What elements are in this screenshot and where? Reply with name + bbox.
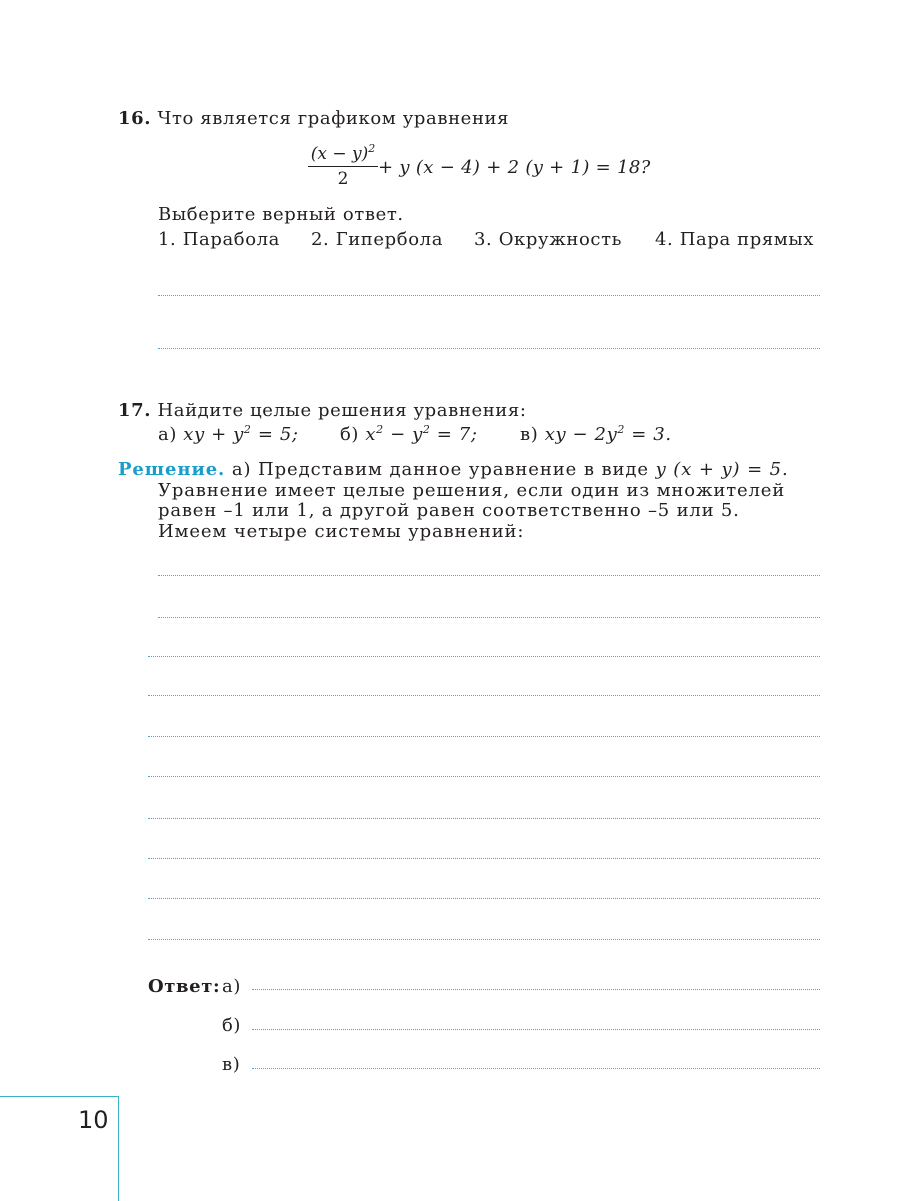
solution-line-2: Уравнение имеет целые решения, если один из множителей — [158, 480, 786, 501]
answer-line[interactable] — [148, 695, 820, 696]
answer-part-c-label: в) — [222, 1054, 241, 1075]
option-2: 2. Гипербола — [311, 229, 444, 250]
answer-line[interactable] — [148, 656, 820, 657]
fraction-denominator: 2 — [337, 169, 349, 189]
part-label: в) — [520, 424, 539, 445]
part-c — [520, 424, 672, 446]
problem-16-header — [118, 108, 509, 130]
option-1: 1. Парабола — [158, 229, 281, 250]
equation-rest: + y (x − 4) + 2 (y + 1) = 18? — [378, 157, 651, 178]
answer-line[interactable] — [158, 617, 820, 618]
equation-fraction — [308, 144, 378, 189]
part-label: б) — [340, 424, 360, 445]
answer-line[interactable] — [148, 736, 820, 737]
page-number: 10 — [78, 1106, 109, 1134]
answer-b-line[interactable] — [252, 1029, 820, 1030]
answer-line[interactable] — [148, 818, 820, 819]
part-equation: xy − $2y^2 = 3$. — [544, 423, 672, 445]
answer-line[interactable] — [158, 295, 820, 296]
answer-line[interactable] — [148, 939, 820, 940]
option-4: 4. Пара прямых — [655, 229, 815, 250]
answer-part-a-label: а) — [222, 976, 241, 997]
problem-question: Что является графиком уравнения — [157, 108, 510, 129]
fraction-numerator: $(x - y)^2$ — [310, 142, 376, 164]
solution-text: а) Представим данное уравнение в виде — [231, 459, 649, 480]
instruction: Выберите верный ответ. — [158, 204, 404, 225]
part-b — [340, 424, 478, 446]
problem-question: Найдите целые решения уравнения: — [157, 400, 527, 421]
solution-math: y (x + y) = 5. — [655, 459, 789, 480]
option-3: 3. Окружность — [474, 229, 623, 250]
answer-line[interactable] — [158, 348, 820, 349]
answer-line[interactable] — [148, 858, 820, 859]
answer-line[interactable] — [148, 898, 820, 899]
answer-line[interactable] — [148, 776, 820, 777]
problem-number: 16. — [118, 108, 152, 129]
part-equation: $x^2 - y^2 = 7$; — [365, 423, 478, 445]
solution-line-4: Имеем четыре системы уравнений: — [158, 521, 525, 542]
answer-line[interactable] — [158, 575, 820, 576]
part-equation: xy + $y^2 = 5$; — [183, 423, 299, 445]
part-label: а) — [158, 424, 177, 445]
answer-a-line[interactable] — [252, 989, 820, 990]
problem-17-header — [118, 400, 527, 422]
answer-part-b-label: б) — [222, 1015, 242, 1036]
problem-number: 17. — [118, 400, 152, 421]
answer-label: Ответ: — [148, 976, 221, 997]
part-a — [158, 424, 299, 446]
answer-c-line[interactable] — [252, 1068, 820, 1069]
solution-line-1 — [118, 459, 789, 481]
solution-label: Решение. — [118, 459, 226, 480]
solution-line-3: равен –1 или 1, а другой равен соответственно –5 или 5. — [158, 500, 740, 521]
